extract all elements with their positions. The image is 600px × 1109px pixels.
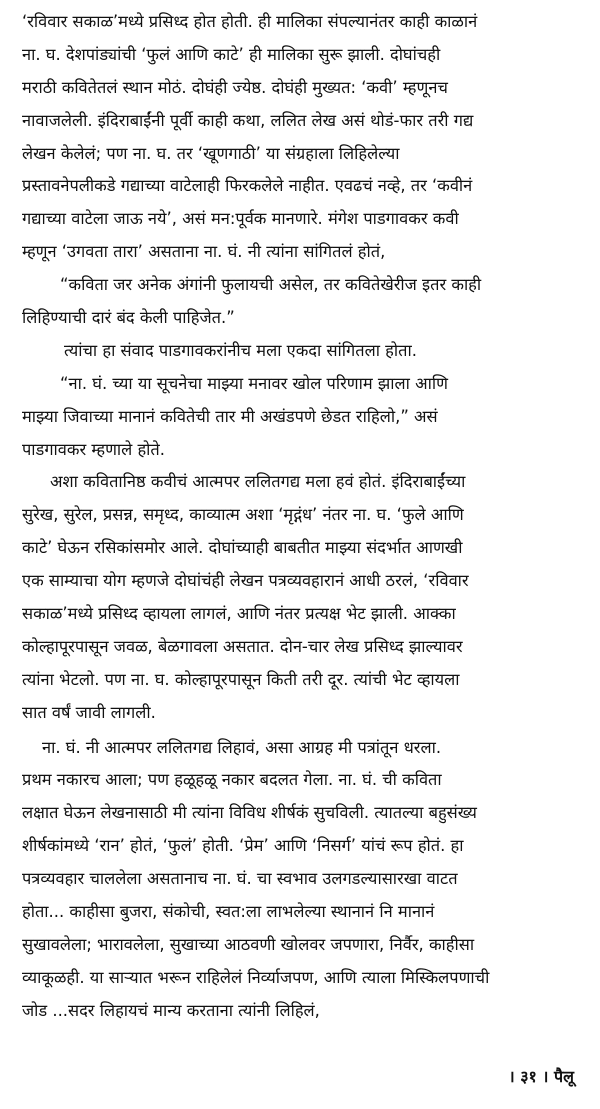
text-line: गद्याच्या वाटेला जाऊ नये’, असं मन:पूर्वक मानणारे. मंगेश पाडगावकर कवी <box>22 209 459 229</box>
quote-line: “कविता जर अनेक अंगांनी फुलायची असेल, तर कवितेखेरीज इतर काही <box>60 275 482 295</box>
text-line: एक साम्याचा योग म्हणजे दोघांचंही लेखन पत्रव्यवहारानं आधी ठरलं, ‘रविवार <box>22 571 469 591</box>
text-line: पत्रव्यवहार चाललेला असतानाच ना. घं. चा स्वभाव उलगडल्यासारखा वाटत <box>22 869 458 889</box>
text-line: मराठी कवितेतलं स्थान मोठं. दोघंही ज्येष्ठ. दोघंही मुख्यत: ‘कवी’ म्हणूनच <box>22 77 448 97</box>
quote-line: “ना. घं. च्या या सूचनेचा माझ्या मनावर खोल परिणाम झाला आणि <box>60 373 448 393</box>
text-line: प्रथम नकारच आला; पण हळूहळू नकार बदलत गेला. ना. घं. ची कविता <box>22 770 442 790</box>
text-line: जोड ...सदर लिहायचं मान्य करताना त्यांनी लिहिलं, <box>22 1000 320 1020</box>
text-line: ना. घ. देशपांड्यांची ‘फुलं आणि काटे’ ही मालिका सुरू झाली. दोघांचही <box>22 44 441 64</box>
paragraph-start: अशा कवितानिष्ठ कवीचं आत्मपर ललितगद्य मला हवं होतं. इंदिराबाईंच्या <box>50 472 466 492</box>
text-line: लेखन केलेलं; पण ना. घ. तर ‘खूणगाठी’ या संग्रहाला लिहिलेल्या <box>22 143 400 163</box>
text-line: शीर्षकांमध्ये ‘रान’ होतं, ‘फुलं’ होती. ‘प्रेम’ आणि ‘निसर्ग’ यांचं रूप होतं. हा <box>22 836 464 856</box>
body-text <box>22 6 594 1028</box>
text-line: सकाळ’मध्ये प्रसिध्द व्हायला लागलं, आणि नंतर प्रत्यक्ष भेट झाली. आक्का <box>22 604 456 624</box>
quote-line: लिहिण्याची दारं बंद केली पाहिजेत.” <box>22 308 235 328</box>
quote-line: माझ्या जिवाच्या मानानं कवितेची तार मी अखंडपणे छेडत राहिलो,” असं <box>22 406 438 426</box>
text-line: ‘रविवार सकाळ’मध्ये प्रसिध्द होत होती. ही मालिका संपल्यानंतर काही काळानं <box>22 12 478 31</box>
text-line: प्रस्तावनेपलीकडे गद्याच्या वाटेलाही फिरकलेले नाहीत. एवढचं नव्हे, तर ‘कवीनं <box>22 176 473 196</box>
text-line: काटे’ घेऊन रसिकांसमोर आले. दोघांच्याही बाबतीत माझ्या संदर्भात आणखी <box>22 538 463 558</box>
text-line: होता... काहीसा बुजरा, संकोची, स्वत:ला लाभलेल्या स्थानानं नि मानानं <box>22 902 435 922</box>
text-line: म्हणून ‘उगवता तारा’ असताना ना. घं. नी त्यांना सांगितलं होतं, <box>22 242 386 262</box>
text-line: लक्षात घेऊन लेखनासाठी मी त्यांना विविध शीर्षकं सुचविली. त्यातल्या बहुसंख्य <box>22 803 477 823</box>
paragraph-start: ना. घं. नी आत्मपर ललितगद्य लिहावं, असा आग्रह मी पत्रांतून धरला. <box>42 737 442 757</box>
text-line: पाडगावकर म्हणाले होते. <box>22 439 165 459</box>
text-line: कोल्हापूरपासून जवळ, बेळगावला असतात. दोन-चार लेख प्रसिध्द झाल्यावर <box>22 636 463 656</box>
page-footer: । ३१ । पैलू <box>508 1067 574 1086</box>
text-line: व्याकूळही. या साऱ्यात भरून राहिलेलं निर्व्याजपण, आणि त्याला मिस्किलपणाची <box>22 967 490 987</box>
text-line: सुरेख, सुरेल, प्रसन्न, समृध्द, काव्यात्म अशा ‘मृद्गंध’ नंतर ना. घ. ‘फुले आणि <box>22 505 464 525</box>
text-line: नावाजलेली. इंदिराबाईंनी पूर्वी काही कथा, ललित लेख असं थोडं-फार तरी गद्य <box>22 110 474 130</box>
text-line: सात वर्षं जावी लागली. <box>22 702 156 722</box>
text-line: त्यांचा हा संवाद पाडगावकरांनीच मला एकदा सांगितला होता. <box>64 340 417 360</box>
text-line: सुखावलेला; भारावलेला, सुखाच्या आठवणी खोलवर जपणारा, निर्वैर, काहीसा <box>22 934 475 954</box>
text-line: त्यांना भेटलो. पण ना. घ. कोल्हापूरपासून किती तरी दूर. त्यांची भेट व्हायला <box>22 669 460 689</box>
